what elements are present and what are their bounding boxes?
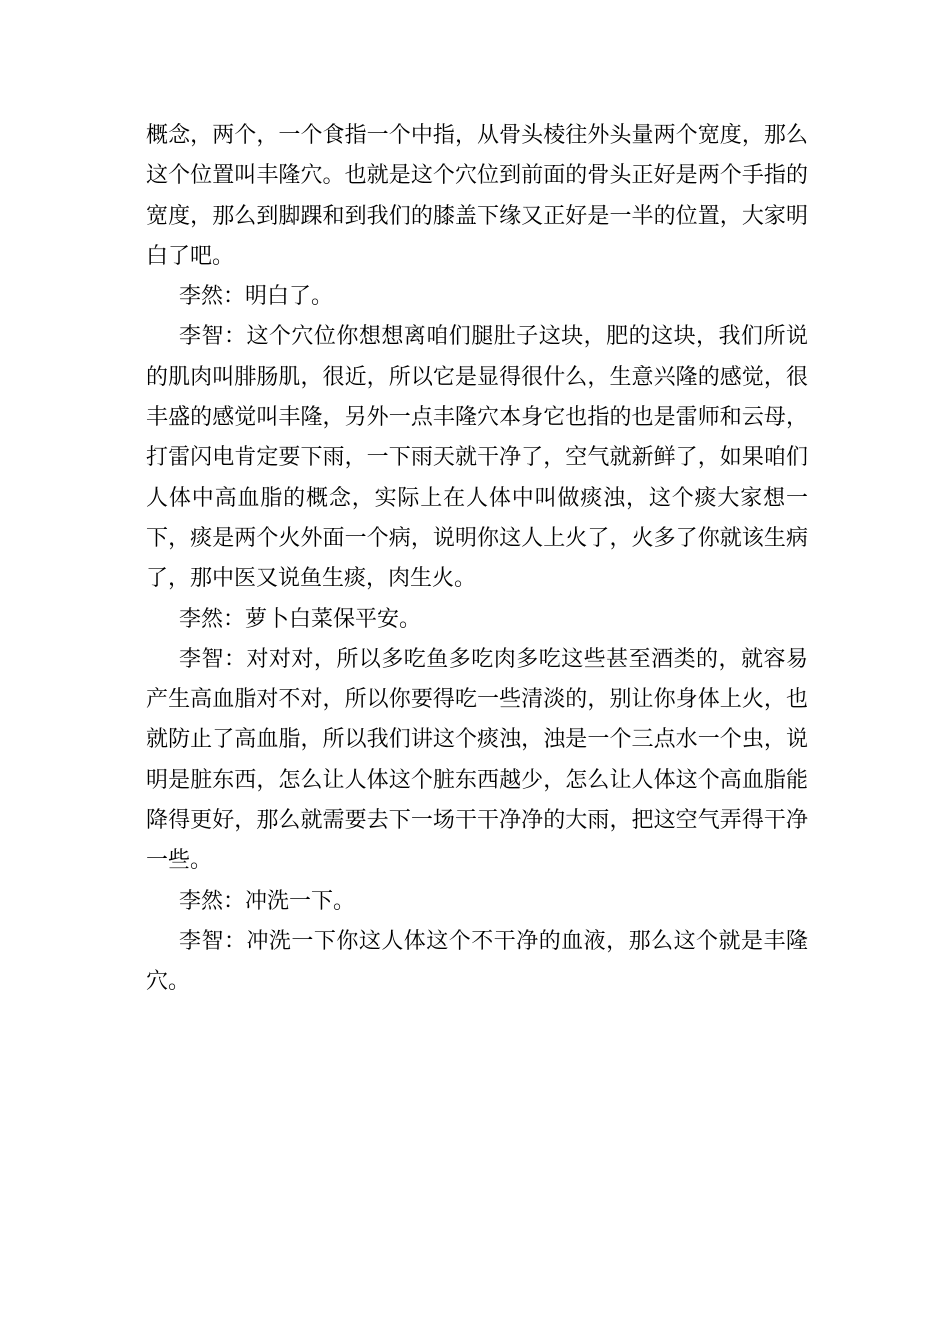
- paragraph-dialogue-li-ran: 李然：萝卜白菜保平安。: [179, 606, 422, 632]
- paragraph-dialogue-li-ran: 李然：明白了。: [179, 284, 334, 310]
- paragraph-dialogue-li-zhi: 李智：对对对，所以多吃鱼多吃肉多吃这些甚至酒类的，就容易产生高血脂对不对，所以你要得吃一些清淡的，别让你身体上火，也就防止了高血脂，所以我们讲这个痰浊，浊是一个三点水一个虫，说明是脏东西，怎么让人体这个脏东西越少，怎么让人体这个高血脂能降得更好，那么就需要去下一场干干净净的大雨，把这空气弄得干净一些。: [146, 646, 808, 874]
- document-page: [146, 116, 808, 1003]
- paragraph-dialogue-li-zhi: 李智：这个穴位你想想离咱们腿肚子这块，肥的这块，我们所说的肌肉叫腓肠肌，很近，所以它是显得很什么，生意兴隆的感觉，很丰盛的感觉叫丰隆，另外一点丰隆穴本身它也指的也是雷师和云母，打雷闪电肯定要下雨，一下雨天就干净了，空气就新鲜了，如果咱们人体中高血脂的概念，实际上在人体中叫做痰浊，这个痰大家想一下，痰是两个火外面一个病，说明你这人上火了，火多了你就该生病了，那中医又说鱼生痰，肉生火。: [146, 324, 808, 592]
- paragraph-dialogue-li-zhi: 李智：冲洗一下你这人体这个不干净的血液，那么这个就是丰隆穴。: [146, 928, 808, 995]
- paragraph-dialogue-li-ran: 李然：冲洗一下。: [179, 888, 356, 914]
- paragraph-continued: 概念，两个，一个食指一个中指，从骨头棱往外头量两个宽度，那么这个位置叫丰隆穴。也就是这个穴位到前面的骨头正好是两个手指的宽度，那么到脚踝和到我们的膝盖下缘又正好是一半的位置，大家明白了吧。: [146, 123, 808, 269]
